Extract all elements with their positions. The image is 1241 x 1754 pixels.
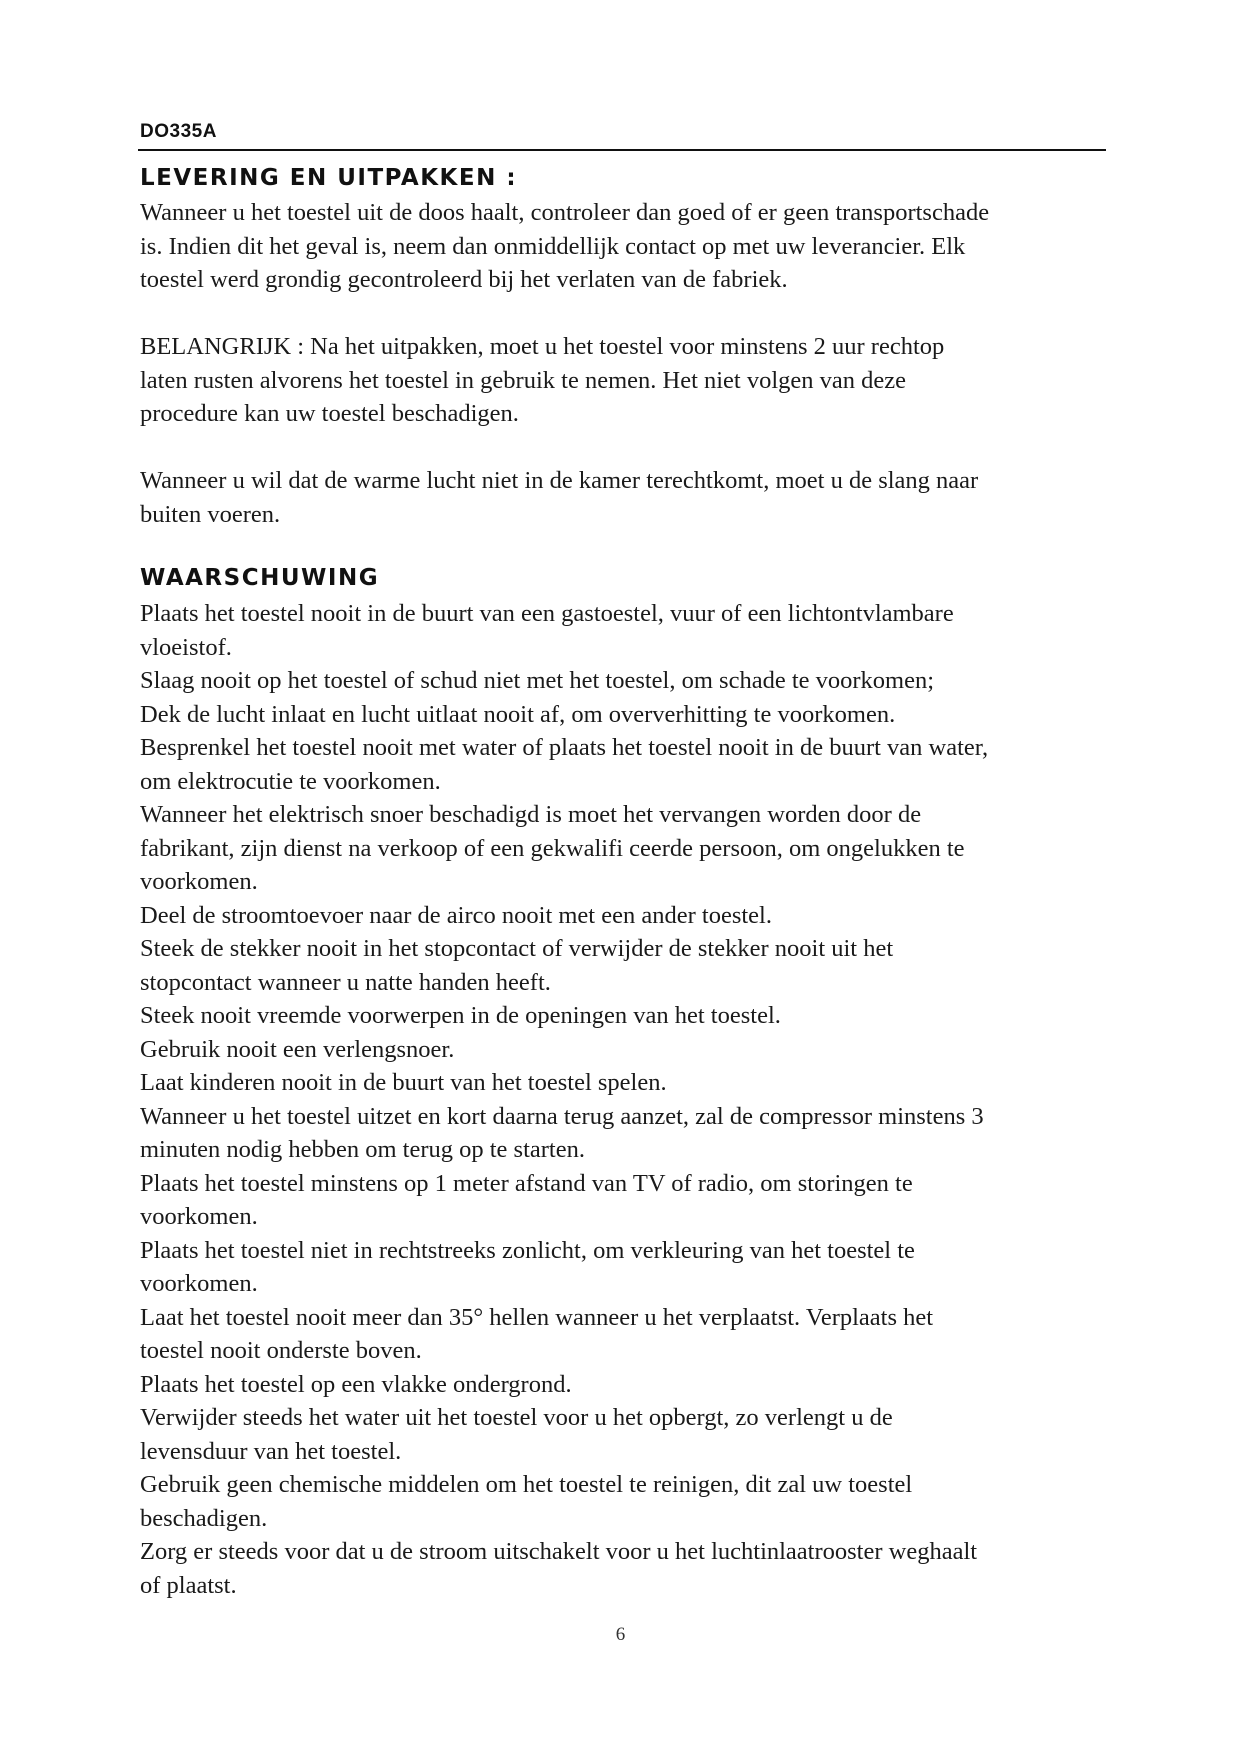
text-line: Wanneer u het toestel uit de doos haalt, controleer dan goed of er geen transportschade bbox=[140, 199, 990, 226]
text-line: Laat kinderen nooit in de buurt van het toestel spelen. bbox=[140, 1069, 667, 1096]
text-line: Gebruik nooit een verlengsnoer. bbox=[140, 1035, 455, 1063]
text-line: is. Indien dit het geval is, neem dan onmiddellijk contact op met uw leverancier. Elk bbox=[140, 232, 966, 260]
text-line: Plaats het toestel niet in rechtstreeks zonlicht, om verkleuring van het toestel te bbox=[140, 1236, 915, 1264]
page-number: 6 bbox=[615, 1624, 626, 1645]
text-line: stopcontact wanneer u natte handen heeft. bbox=[140, 968, 551, 996]
delivery-paragraph-1 bbox=[140, 196, 1115, 297]
text-line: BELANGRIJK : Na het uitpakken, moet u het toestel voor minstens 2 uur rechtop bbox=[140, 333, 945, 360]
text-line: om elektrocutie te voorkomen. bbox=[140, 767, 441, 795]
section-title-warning: WAARSCHUWING bbox=[140, 565, 380, 591]
text-line: Plaats het toestel op een vlakke ondergrond. bbox=[140, 1370, 572, 1398]
text-line: voorkomen. bbox=[140, 1203, 258, 1230]
text-line: Wanneer u wil dat de warme lucht niet in de kamer terechtkomt, moet u de slang naar bbox=[140, 467, 979, 494]
text-line: vloeistof. bbox=[140, 633, 232, 661]
text-line: minuten nodig hebben om terug op te starten. bbox=[140, 1136, 585, 1163]
text-line: procedure kan uw toestel beschadigen. bbox=[140, 400, 519, 427]
text-line: Verwijder steeds het water uit het toestel voor u het opbergt, zo verlengt u de bbox=[140, 1404, 893, 1431]
text-line: Dek de lucht inlaat en lucht uitlaat nooit af, om oververhitting te voorkomen. bbox=[140, 700, 896, 728]
text-line: fabrikant, zijn dienst na verkoop of een gekwalifi ceerde persoon, om ongelukken te bbox=[140, 834, 965, 862]
text-line: laten rusten alvorens het toestel in gebruik te nemen. Het niet volgen van deze bbox=[140, 366, 907, 394]
text-line: Steek de stekker nooit in het stopcontact of verwijder de stekker nooit uit het bbox=[140, 935, 894, 962]
text-line: Wanneer het elektrisch snoer beschadigd is moet het vervangen worden door de bbox=[140, 801, 922, 828]
text-line: levensduur van het toestel. bbox=[140, 1437, 402, 1465]
text-line: of plaatst. bbox=[140, 1571, 237, 1599]
text-line: voorkomen. bbox=[140, 1270, 258, 1297]
text-line: buiten voeren. bbox=[140, 500, 281, 528]
text-line: toestel werd grondig gecontroleerd bij het verlaten van de fabriek. bbox=[140, 266, 788, 293]
text-line: Steek nooit vreemde voorwerpen in de openingen van het toestel. bbox=[140, 1002, 781, 1029]
text-line: Deel de stroomtoevoer naar de airco nooit met een ander toestel. bbox=[140, 901, 772, 929]
text-line: Plaats het toestel nooit in de buurt van een gastoestel, vuur of een lichtontvlambare bbox=[140, 600, 954, 627]
text-line: Slaag nooit op het toestel of schud niet met het toestel, om schade te voorkomen; bbox=[140, 667, 935, 694]
header-divider bbox=[138, 149, 1106, 151]
delivery-paragraph-important bbox=[140, 330, 1115, 431]
text-line: voorkomen. bbox=[140, 868, 258, 895]
delivery-paragraph-3 bbox=[140, 464, 1115, 531]
text-line: Laat het toestel nooit meer dan 35° hellen wanneer u het verplaatst. Verplaats het bbox=[140, 1303, 934, 1331]
text-line: Plaats het toestel minstens op 1 meter afstand van TV of radio, om storingen te bbox=[140, 1169, 913, 1197]
text-line: Besprenkel het toestel nooit met water of plaats het toestel nooit in de buurt van water, bbox=[140, 734, 989, 761]
model-code: DO335A bbox=[140, 121, 217, 142]
text-line: toestel nooit onderste boven. bbox=[140, 1337, 422, 1364]
text-line: Gebruik geen chemische middelen om het toestel te reinigen, dit zal uw toestel bbox=[140, 1471, 913, 1498]
warning-list bbox=[140, 597, 1115, 1602]
text-line: Zorg er steeds voor dat u de stroom uitschakelt voor u het luchtinlaatrooster weghaalt bbox=[140, 1538, 978, 1565]
text-line: beschadigen. bbox=[140, 1504, 268, 1532]
text-line: Wanneer u het toestel uitzet en kort daarna terug aanzet, zal de compressor minstens 3 bbox=[140, 1102, 984, 1130]
section-title-delivery: LEVERING EN UITPAKKEN : bbox=[140, 165, 518, 191]
